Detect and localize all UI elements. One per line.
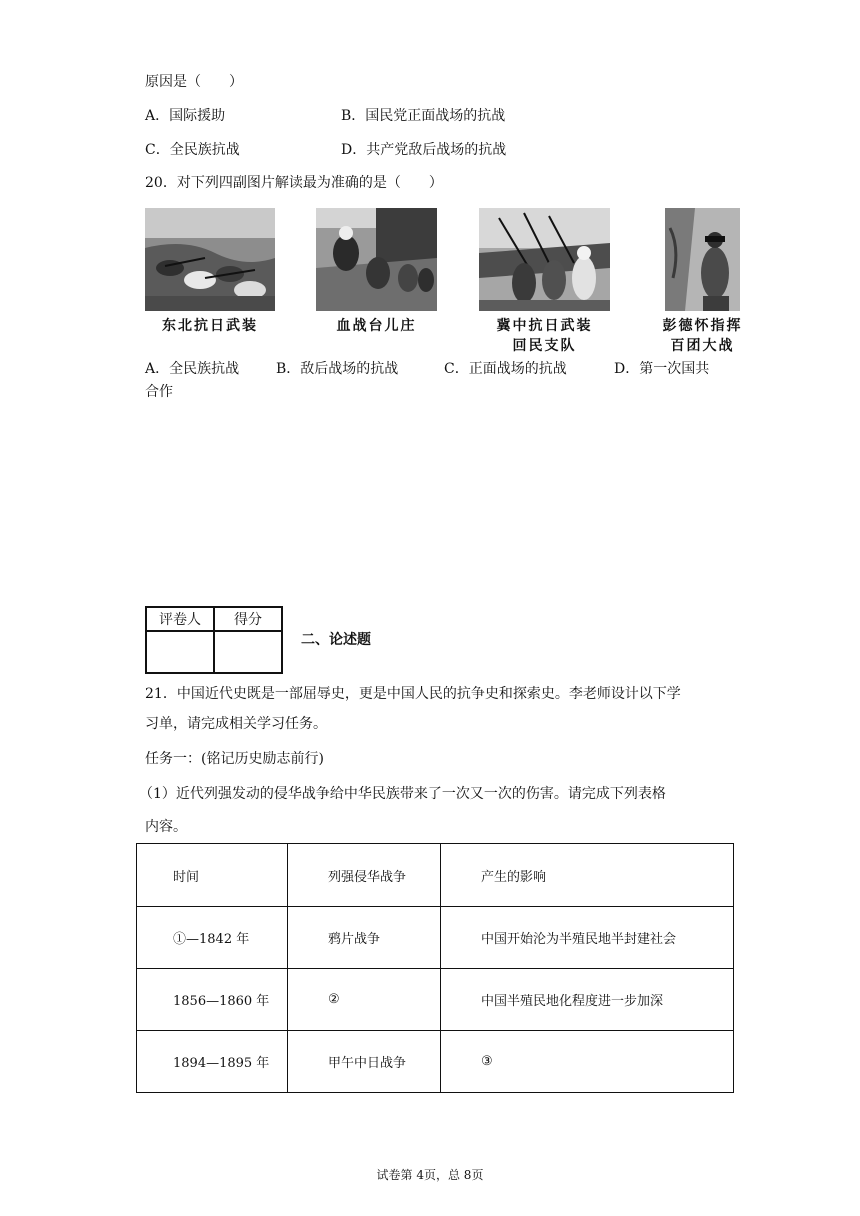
option-text: 共产党敌后战场的抗战 <box>366 142 507 158</box>
score-label: 得分 <box>214 607 282 631</box>
q20-option-c[interactable] <box>444 359 567 379</box>
table-cell: 鸦片战争 <box>288 907 441 969</box>
option-letter: A． <box>145 108 170 124</box>
q19-option-d[interactable] <box>341 140 506 160</box>
picture-northeast-resistance <box>145 208 275 311</box>
table-cell: 中国半殖民地化程度进一步加深 <box>441 969 734 1031</box>
table-cell[interactable]: ② <box>288 969 441 1031</box>
q21-stem-line1: 21．中国近代史既是一部屈辱史，更是中国人民的抗争史和探索史。李老师设计以下学 <box>145 686 681 702</box>
option-letter: B． <box>276 361 301 377</box>
option-text: 正面战场的抗战 <box>468 361 567 377</box>
table-cell: 1894—1895 年 <box>137 1031 288 1093</box>
table-header-cell: 列强侵华战争 <box>288 844 441 907</box>
q20-option-d-wrap: 合作 <box>145 384 173 400</box>
q20-option-b[interactable] <box>276 359 398 379</box>
table-header-row <box>137 844 734 907</box>
option-text: 全民族抗战 <box>169 361 240 377</box>
option-text: 敌后战场的抗战 <box>300 361 399 377</box>
q19-option-b[interactable] <box>341 106 505 126</box>
table-cell[interactable]: ③ <box>441 1031 734 1093</box>
q20-option-a[interactable] <box>145 359 239 379</box>
picture-hundred-regiments <box>665 208 740 311</box>
table-row <box>137 969 734 1031</box>
picture-caption: 冀中抗日武装 回民支队 <box>496 318 593 354</box>
picture-caption: 东北抗日武装 <box>162 318 258 334</box>
picture-taierzhuang-battle <box>316 208 437 311</box>
q21-stem-line2: 习单，请完成相关学习任务。 <box>145 716 327 732</box>
page-footer: 试卷第 4页，总 8页 <box>376 1168 484 1182</box>
option-text: 国民党正面战场的抗战 <box>365 108 506 124</box>
table-header-cell: 产生的影响 <box>441 844 734 907</box>
option-letter: A． <box>145 361 170 377</box>
q21-sub1-line1: （1）近代列强发动的侵华战争给中华民族带来了一次又一次的伤害。请完成下列表格 <box>139 786 666 802</box>
q20-option-d[interactable] <box>614 359 709 379</box>
table-row <box>137 907 734 969</box>
reviewer-cell[interactable] <box>146 631 214 673</box>
picture-caption: 血战台儿庄 <box>336 318 417 334</box>
q19-option-a[interactable] <box>145 106 225 126</box>
picture-caption: 彭德怀指挥 百团大战 <box>662 318 743 354</box>
score-box <box>145 606 283 674</box>
q19-option-c[interactable] <box>145 140 240 160</box>
table-cell: ①—1842 年 <box>137 907 288 969</box>
option-letter: C． <box>444 361 469 377</box>
table-cell: 1856—1860 年 <box>137 969 288 1031</box>
option-letter: D． <box>341 142 367 158</box>
q21-task1: 任务一：(铭记历史励志前行) <box>145 751 324 767</box>
option-text: 国际援助 <box>169 108 226 124</box>
table-cell: 甲午中日战争 <box>288 1031 441 1093</box>
score-cell[interactable] <box>214 631 282 673</box>
option-letter: C． <box>145 142 170 158</box>
war-table <box>136 843 734 1093</box>
option-letter: D． <box>614 361 640 377</box>
q21-sub1-line2: 内容。 <box>145 819 187 835</box>
table-header-cell: 时间 <box>137 844 288 907</box>
picture-hui-detachment <box>479 208 610 311</box>
q19-stem-tail: 原因是（ ） <box>145 74 243 90</box>
section-title: 二、论述题 <box>301 632 371 648</box>
q20-stem: 20．对下列四副图片解读最为准确的是（ ） <box>145 175 443 191</box>
reviewer-label: 评卷人 <box>146 607 214 631</box>
option-text: 第一次国共 <box>639 361 710 377</box>
option-letter: B． <box>341 108 366 124</box>
table-cell: 中国开始沦为半殖民地半封建社会 <box>441 907 734 969</box>
table-row <box>137 1031 734 1093</box>
option-text: 全民族抗战 <box>169 142 240 158</box>
